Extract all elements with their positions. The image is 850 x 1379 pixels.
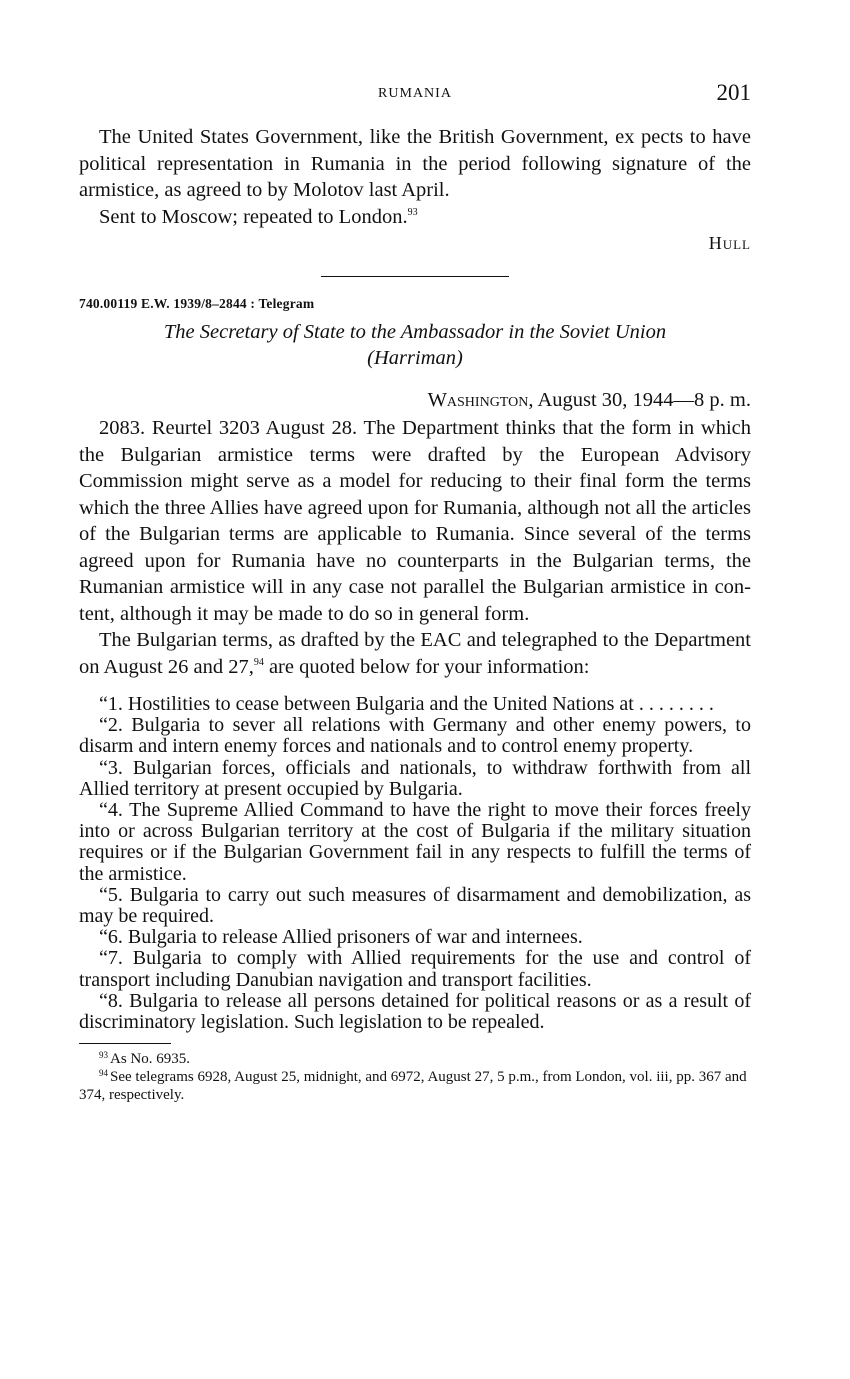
armistice-terms: [79, 694, 751, 1033]
telegram-paragraph-1: 2083. Reurtel 3203 August 28. The Department thinks that the form in which the Bulgarian armistice terms were drafted by the European Advisory Commission might serve as a model for reducing to their final form the terms which the three Allies have agreed upon for Rumania, although not all the articles of the Bulgarian terms are applicable to Rumania. Since several of the terms agreed upon for Rumania have no counterparts in the Bulgarian terms, the Rumanian armistice will in any case not parallel the Bulgarian armistice in content, although it may be made to do so in general form.: [79, 417, 751, 625]
document-title: [79, 319, 751, 371]
term-item: “1. Hostilities to cease between Bulgaria and the United Nations at . . . . . . . .: [99, 693, 714, 715]
dateline-date: , August 30, 1944—8 p. m.: [528, 389, 751, 411]
term-item: “6. Bulgaria to release Allied prisoners of war and internees.: [99, 926, 583, 949]
intro-paragraph: The United States Government, like the British Government, ex pects to have political representation in Rumania in the period following signature of the armistice, as agreed to by Molotov last April.: [79, 126, 751, 201]
footnotes: [79, 1050, 751, 1104]
footnote-94: [79, 1068, 751, 1104]
sent-to-paragraph: [79, 204, 751, 231]
telegram-paragraph-2: [79, 627, 751, 680]
page-header: [79, 80, 751, 112]
footnote-93: [79, 1050, 751, 1068]
term-item: “5. Bulgaria to carry out such measures of disarmament and demobilization, as may be required.: [79, 883, 751, 928]
document-title-line-1: The Secretary of State to the Ambassador in the Soviet Union: [163, 321, 667, 343]
dateline: [79, 387, 751, 413]
term-item: “8. Bulgaria to release all persons detained for political reasons or as a result of discriminatory legislation. Such legislation to be repealed.: [79, 989, 751, 1034]
page-number: 201: [716, 80, 751, 105]
signature: Hull: [708, 233, 751, 253]
term-item: “4. The Supreme Allied Command to have the right to move their forces freely into or across Bulgarian territory at the cost of Bulgaria if the military situation requires or if the Bulgarian Government fail in any respects to fulfill the terms of the armistice.: [79, 799, 751, 885]
section-divider: [321, 276, 509, 277]
footnote-divider: [79, 1043, 171, 1044]
document-title-line-2: (Harriman): [367, 347, 463, 369]
term-item: “7. Bulgaria to comply with Allied requirements for the use and control of transport including Danubian navigation and transport facilities.: [79, 947, 751, 991]
footnote-text: As No. 6935.: [110, 1051, 191, 1068]
term-item: “3. Bulgarian forces, officials and nationals, to withdraw forthwith from all Allied territory at present occupied by Bulgaria.: [79, 756, 751, 800]
footnote-ref-93: 93: [407, 206, 418, 218]
telegram-paragraph-2-b: are quoted below for your information:: [263, 655, 590, 678]
dateline-place: Washington: [427, 389, 529, 411]
footnote-ref-94: 94: [253, 656, 264, 668]
footnote-mark: 93: [99, 1050, 108, 1061]
term-item: “2. Bulgaria to sever all relations with Germany and other enemy powers, to disarm and intern enemy forces and nationals and to control enemy property.: [79, 714, 751, 758]
file-reference: 740.00119 E.W. 1939/8–2844 : Telegram: [79, 296, 315, 311]
footnote-text: See telegrams 6928, August 25, midnight, and 6972, August 27, 5 p.m., from London, vol. iii, pp. 367 and 374, respectively.: [79, 1069, 747, 1104]
telegram-paragraph-2-a: The Bulgarian terms, as drafted by the EAC and telegraphed to the Department on August 26 and 27,: [79, 629, 751, 678]
footnote-mark: 94: [99, 1068, 108, 1079]
running-head: RUMANIA: [378, 86, 452, 101]
sent-to-text: Sent to Moscow; repeated to London.: [99, 205, 408, 228]
document-page: [79, 80, 751, 1104]
